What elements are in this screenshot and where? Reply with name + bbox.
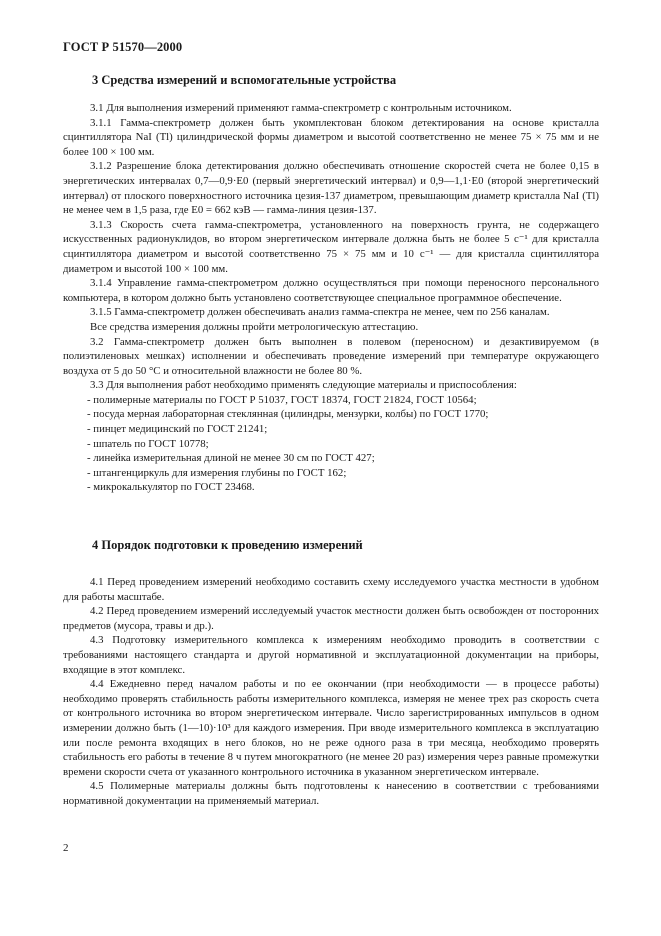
paragraph-4-3: 4.3 Подготовку измерительного комплекса к измерениям необходимо проводить в соответствии с требованиями настоящего стандарта и другой нормативной и эксплуатационной документации на приборы, входящие в этот комплекс. — [63, 634, 599, 676]
paragraph-4-2: 4.2 Перед проведением измерений исследуемый участок местности должен быть освобожден от посторонних предметов (мусора, травы и др.). — [63, 605, 599, 632]
paragraph-3-1-5: 3.1.5 Гамма-спектрометр должен обеспечивать анализ гамма-спектра не менее, чем по 256 каналам. — [90, 306, 550, 319]
list-item: - шпатель по ГОСТ 10778; — [87, 437, 209, 450]
list-item: - штангенциркуль для измерения глубины по ГОСТ 162; — [87, 466, 347, 479]
document-header: ГОСТ Р 51570—2000 — [63, 40, 183, 54]
list-item: - полимерные материалы по ГОСТ Р 51037, ГОСТ 18374, ГОСТ 21824, ГОСТ 10564; — [87, 393, 477, 406]
section-4-title: 4 Порядок подготовки к проведению измерений — [92, 538, 363, 552]
paragraph-3-1: 3.1 Для выполнения измерений применяют гамма-спектрометр с контрольным источником. — [90, 102, 512, 114]
list-item: - посуда мерная лабораторная стеклянная (цилиндры, мензурки, колбы) по ГОСТ 1770; — [87, 408, 489, 421]
page-number: 2 — [63, 842, 69, 854]
list-item: - пинцет медицинский по ГОСТ 21241; — [87, 423, 268, 436]
paragraph-4-4: 4.4 Ежедневно перед началом работы и по ее окончании (при необходимости — в процессе работы) необходимо проверять стабильность работы измерительного комплекса, измеряя не менее трех раз скорость счета от контрольного источника во втором энергетическом интервале. Число зарегистрированных импульсов в одном измерении должно быть (1—10)·10³ для каждого измерения. При вводе измерительного комплекса в эксплуатацию или после ремонта входящих в него блоков, но не реже одного раза в три месяца, необходимо проверять стабильность его работы в течение 8 ч путем многократного (не менее 20 раз) измерения через равные промежутки времени скорости счета от указанного контрольного источника в указанном энергетическом интервале. — [63, 678, 599, 778]
section-4-body — [63, 575, 599, 809]
section-3-body — [63, 101, 599, 495]
paragraph-metrology-note: Все средства измерения должны пройти метрологическую аттестацию. — [90, 320, 419, 333]
section-3-title: 3 Средства измерений и вспомогательные устройства — [92, 73, 397, 87]
list-item: - линейка измерительная длиной не менее 30 см по ГОСТ 427; — [87, 452, 375, 465]
paragraph-3-1-4: 3.1.4 Управление гамма-спектрометром должно осуществляться при помощи переносного персонального компьютера, в котором должно быть установлено соответствующее специальное программное обеспечение. — [63, 277, 599, 304]
paragraph-3-2: 3.2 Гамма-спектрометр должен быть выполнен в полевом (переносном) и дезактивируемом (в полиэтиленовых мешках) исполнении и обеспечивать проведение измерений при температуре окружающего воздуха от 5 до 50 °С и относительной влажности не более 80 %. — [63, 335, 599, 377]
list-item: - микрокалькулятор по ГОСТ 23468. — [87, 481, 255, 494]
paragraph-3-1-3: 3.1.3 Скорость счета гамма-спектрометра, установленного на поверхность грунта, не содержащего искусственных радионуклидов, во втором энергетическом интервале должна быть не более 5 с⁻¹ для кристалла сцинтиллятора диаметром и высотой соответственно 75 × 75 мм и 10 с⁻¹ — для кристалла сцинтиллятора диаметром и высотой 100 × 100 мм. — [63, 218, 599, 275]
paragraph-3-3: 3.3 Для выполнения работ необходимо применять следующие материалы и приспособления: — [90, 379, 517, 392]
paragraph-4-5: 4.5 Полимерные материалы должны быть подготовлены к нанесению в соответствии с требованиями нормативной документации на применяемый материал. — [63, 780, 599, 807]
paragraph-4-1: 4.1 Перед проведением измерений необходимо составить схему исследуемого участка местности в удобном для работы масштабе. — [63, 576, 599, 603]
paragraph-3-1-1: 3.1.1 Гамма-спектрометр должен быть укомплектован блоком детектирования на основе кристалла сцинтиллятора NaI (Tl) цилиндрической формы диаметром и высотой соответственно не менее 75 × 75 мм и не более 100 × 100 мм. — [63, 116, 599, 158]
paragraph-3-1-2: 3.1.2 Разрешение блока детектирования должно обеспечивать отношение скоростей счета не более 0,15 в энергетических интервалах 0,7—0,9·E0 (первый энергетический интервал) и 0,9—1,1·E0 (второй энергетический интервал) от плоского поверхностного источника цезия-137 диаметром, превышающим диаметр кристалла NaI (Tl) не менее чем в 1,5 раза, где E0 = 662 кэВ — гамма-линия цезия-137. — [63, 160, 599, 217]
